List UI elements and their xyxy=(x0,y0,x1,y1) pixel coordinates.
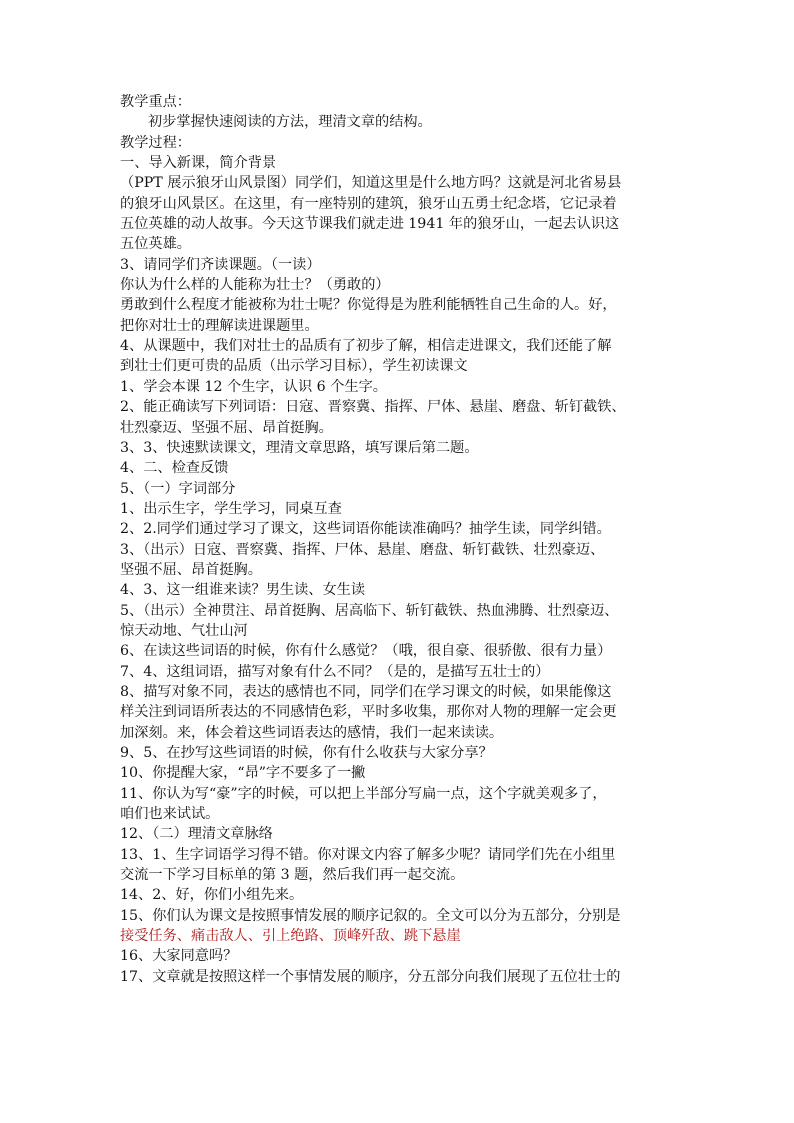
paragraph-line: 1、出示生字，学生学习，同桌互查 xyxy=(120,500,342,517)
paragraph-line: 9、5、在抄写这些词语的时候，你有什么收获与大家分享？ xyxy=(120,745,493,761)
paragraph-line: 到壮士们更可贵的品质（出示学习目标），学生初读课文 xyxy=(120,358,468,375)
story-part: 跳下悬崖 xyxy=(403,928,461,945)
paragraph-line: 6、在读这些词语的时候，你有什么感觉？（哦，很自豪、很骄傲、很有力量） xyxy=(120,643,612,660)
paragraph-line: 7、4、这组词语，描写对象有什么不同？（是的，是描写五壮士的） xyxy=(120,663,550,680)
paragraph-line: 17、文章就是按照这样一个事情发展的顺序，分五部分向我们展现了五位壮士的 xyxy=(120,968,621,985)
paragraph-line: 3、请同学们齐读课题。（一读） xyxy=(120,256,321,273)
document-page xyxy=(120,92,680,987)
paragraph-line: 8、描写对象不同，表达的感情也不同，同学们在学习课文的时候，如果能像这 xyxy=(120,683,612,700)
paragraph-line: 2、2.同学们通过学习了课文，这些词语你能读准确吗？抽学生读，同学纠错。 xyxy=(120,521,611,538)
paragraph-line: 咱们也来试试。 xyxy=(120,806,220,823)
paragraph-line: 五位英雄。 xyxy=(120,236,191,253)
paragraph-line: 4、二、检查反馈 xyxy=(120,460,229,477)
paragraph-line: 4、3、这一组谁来读？男生读、女生读 xyxy=(120,582,366,599)
paragraph-line: 12、（二）理清文章脉络 xyxy=(120,826,273,843)
paragraph-line: 5、（一）字词部分 xyxy=(120,480,236,497)
story-part: 接受任务 xyxy=(120,928,177,945)
paragraph-line: （PPT 展示狼牙山风景图）同学们，知道这里是什么地方吗？这就是河北省易县 xyxy=(120,175,622,192)
paragraph-line: 5、（出示）全神贯注、昂首挺胸、居高临下、斩钉截铁、热血沸腾、壮烈豪迈、 xyxy=(120,602,619,619)
paragraph-line: 14、2、好，你们小组先来。 xyxy=(120,887,304,904)
story-parts-line xyxy=(120,926,680,946)
paragraph-line: 你认为什么样的人能称为壮士？（勇敢的） xyxy=(120,277,390,294)
paragraph-line: 加深刻。来，体会着这些词语表达的感情，我们一起来读读。 xyxy=(120,724,504,741)
paragraph-line: 把你对壮士的理解读进课题里。 xyxy=(120,317,319,334)
paragraph-line: 11、你认为写“豪”字的时候，可以把上半部分写扁一点，这个字就美观多了， xyxy=(120,785,607,802)
paragraph-line: 交流一下学习目标单的第 3 题，然后我们再一起交流。 xyxy=(120,867,465,884)
part-separator: 、 xyxy=(176,928,191,945)
section-heading: 教学过程： xyxy=(120,134,191,151)
story-part: 顶峰歼敌 xyxy=(332,928,390,945)
paragraph-line: 4、从课题中，我们对壮士的品质有了初步了解，相信走进课文，我们还能了解 xyxy=(120,338,612,355)
paragraph-line: 16、大家同意吗？ xyxy=(120,948,238,965)
paragraph-line: 13、1、生字词语学习得不错。你对课文内容了解多少呢？请同学们先在小组里 xyxy=(120,846,616,863)
paragraph-line: 五位英雄的动人故事。今天这节课我们就走进 1941 年的狼牙山，一起去认识这 xyxy=(120,216,620,233)
paragraph-line: 的狼牙山风景区。在这里，有一座特别的建筑，狼牙山五勇士纪念塔，它记录着 xyxy=(120,195,617,212)
story-part: 引上绝路 xyxy=(261,928,319,945)
paragraph-line: 样关注到词语所表达的不同感情色彩，平时多收集，那你对人物的理解一定会更 xyxy=(120,704,617,721)
paragraph-line: 3、（出示）日寇、晋察冀、指挥、尸体、悬崖、磨盘、斩钉截铁、壮烈豪迈、 xyxy=(120,541,605,558)
paragraph-line: 1、学会本课 12 个生字，认识 6 个生字。 xyxy=(120,378,387,395)
paragraph-line: 10、你提醒大家，“昂”字不要多了一撇 xyxy=(120,765,366,782)
paragraph-line: 初步掌握快速阅读的方法，理清文章的结构。 xyxy=(148,114,432,131)
story-part: 痛击敌人 xyxy=(190,928,248,945)
section-heading: 教学重点： xyxy=(120,94,191,110)
part-separator: 、 xyxy=(389,928,404,945)
paragraph-line: 壮烈豪迈、坚强不屈、昂首挺胸。 xyxy=(120,419,333,436)
paragraph-line: 坚强不屈、昂首挺胸。 xyxy=(120,561,262,578)
paragraph-line: 15、你们认为课文是按照事情发展的顺序记叙的。全文可以分为五部分，分别是 xyxy=(120,907,621,924)
paragraph-line: 一、导入新课，简介背景 xyxy=(120,155,277,172)
part-separator: 、 xyxy=(318,928,333,945)
paragraph-line: 2、能正确读写下列词语：日寇、晋察冀、指挥、尸体、悬崖、磨盘、斩钉截铁、 xyxy=(120,399,626,416)
paragraph-line: 勇敢到什么程度才能被称为壮士呢？你觉得是为胜利能牺牲自己生命的人。好， xyxy=(120,297,617,314)
paragraph-line: 3、3、快速默读课文，理清文章思路，填写课后第二题。 xyxy=(120,439,479,456)
part-separator: 、 xyxy=(247,928,262,945)
paragraph-line: 惊天动地、气壮山河 xyxy=(120,622,248,639)
